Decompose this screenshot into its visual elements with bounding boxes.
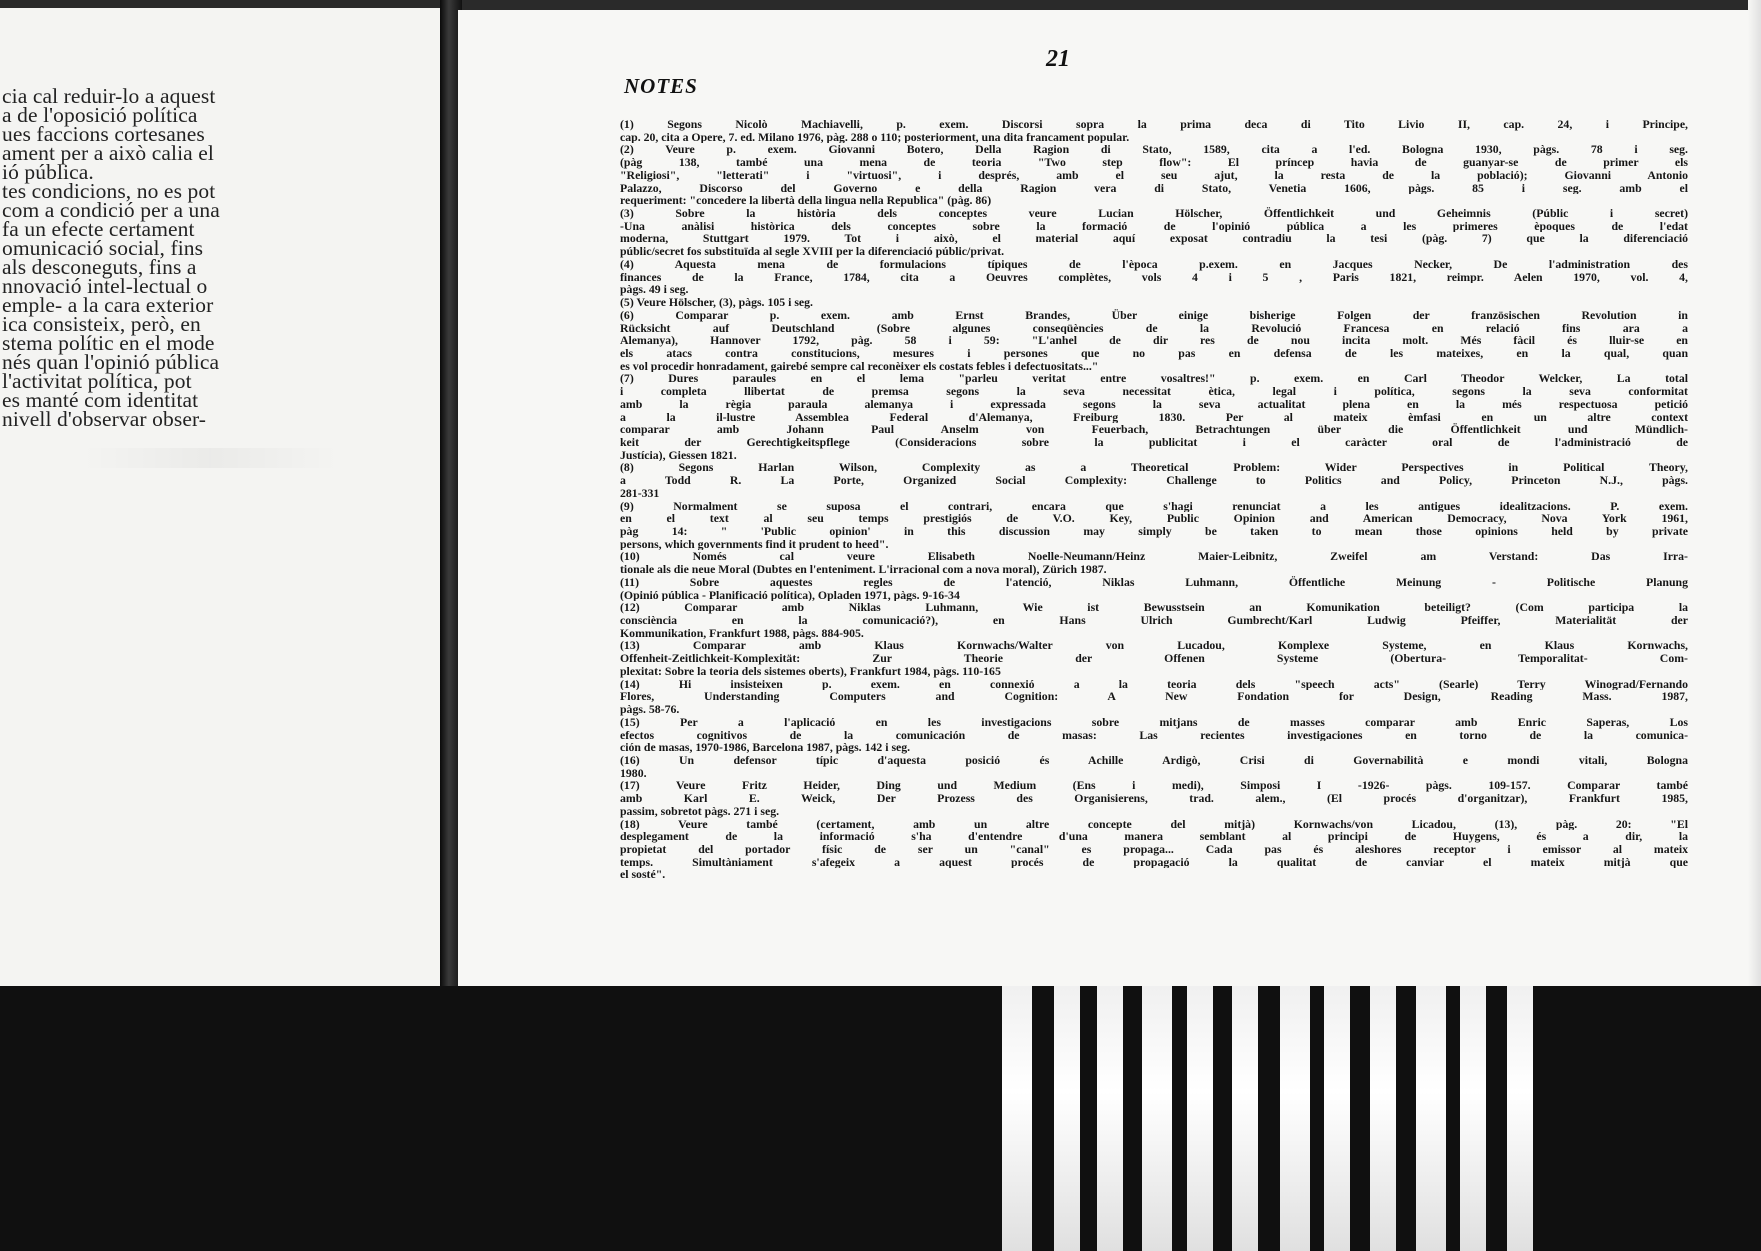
scan-bar bbox=[1232, 986, 1258, 1251]
note-line: Rücksicht auf Deutschland (Sobre algunes conseqüències de la Revolució Francesa en relació fins ara a bbox=[620, 321, 1688, 335]
scan-bar bbox=[1097, 986, 1123, 1251]
left-page-line: com a condició per a una bbox=[2, 198, 220, 222]
note-line: (2) Veure p. exem. Giovanni Botero, Della Ragion di Stato, 1589, cita a l'ed. Bologna 1930, pàgs. 78 i seg. bbox=[620, 143, 1688, 157]
left-page-line: cia cal reduir-lo a aquest bbox=[2, 84, 216, 108]
scan-bar bbox=[1507, 986, 1533, 1251]
note-line: (3) Sobre la història dels conceptes veure Lucian Hölscher, Öffentlichkeit und Geheimnis (Públic i secret) bbox=[620, 207, 1688, 220]
note-line: Palazzo, Discorso del Governo e della Ragion vera di Stato, Venetia 1606, pàgs. 85 i seg. amb el bbox=[620, 181, 1688, 195]
note-line: temps. Simultàniament s'afegeix a aquest procés de propagació la qualitat de canviar el mateix mitjà que bbox=[620, 855, 1688, 869]
note-line: propietat del portador físic de ser un "canal" es propaga... Cada pas és aleshores receptor i emissor al mateix bbox=[620, 842, 1688, 856]
note-line: es vol procedir honradament, gairebé sempre cal reconèixer els costats febles i defectuositats..." bbox=[620, 359, 1099, 373]
note-line: ción de masas, 1970-1986, Barcelona 1987, pàgs. 142 i seg. bbox=[620, 741, 911, 754]
note-line: públic/secret fos substituïda al segle XVIII per la diferenciació públic/privat. bbox=[620, 245, 1005, 258]
note-line: efectos cognitivos de la comunicación de masas: Las recientes investigaciones en torno de la comunica- bbox=[620, 728, 1688, 742]
left-page-line: fa un efecte certament bbox=[2, 217, 195, 241]
note-line: (16) Un defensor típic d'aquesta posició és Achille Ardigò, Crisi di Governabilità e mondi vitali, Bologna bbox=[620, 753, 1688, 767]
left-page-line: nés quan l'opinió pública bbox=[2, 350, 220, 374]
note-line: "Religiosi", "letterati" i "virtuosi", i després, amb el seu ajut, la resta de la població); Giovanni Antonio bbox=[620, 168, 1688, 182]
note-line: tionale als die neue Moral (Dubtes en l'enteniment. L'irracional com a nova moral), Zürich 1987. bbox=[620, 563, 1107, 576]
left-page-line: ió pública. bbox=[2, 160, 94, 184]
note-line: keit der Gerechtigkeitspflege (Consideracions sobre la publicitat i el caràcter oral de l'administració de bbox=[620, 435, 1688, 449]
note-line: Flores, Understanding Computers and Cognition: A New Fondation for Design, Reading Mass. 1987, bbox=[620, 690, 1688, 704]
note-line: Kommunikation, Frankfurt 1988, pàgs. 884-905. bbox=[620, 626, 864, 640]
note-line: els atacs contra constitucions, mesures i persones que no pas en defensa de les mateixes, en la qual, quan bbox=[620, 346, 1688, 360]
note-line: amb Karl E. Weick, Der Prozess des Organisierens, trad. alem., (El procés d'organitzar), Frankfurt 1985, bbox=[620, 792, 1688, 805]
note-line: 281-331 bbox=[620, 486, 660, 500]
note-line: (15) Per a l'aplicació en les investigacions sobre mitjans de masses comparar amb Enric Saperas, Los bbox=[620, 715, 1688, 729]
note-line: passim, sobretot pàgs. 271 i seg. bbox=[620, 804, 780, 818]
left-page bbox=[0, 8, 446, 996]
note-line: (13) Comparar amb Klaus Kornwachs/Walter von Lucadou, Komplexe Systeme, en Klaus Kornwachs, bbox=[620, 639, 1688, 653]
note-line: (10) Només cal veure Elisabeth Noelle-Neumann/Heinz Maier-Leibnitz, Zweifel am Verstand: Das Irra- bbox=[620, 550, 1688, 564]
scan-bar bbox=[1054, 986, 1080, 1251]
note-line: moderna, Stuttgart 1979. Tot i això, el material aquí exposat contradiu la tesi (pàg. 7) que la diferenciació bbox=[620, 232, 1688, 246]
note-line: (6) Comparar p. exem. amb Ernst Brandes, Über einige bisherige Folgen der französischen Revolution in bbox=[620, 308, 1688, 322]
scan-bar bbox=[1280, 986, 1310, 1251]
left-page-line: a de l'oposició política bbox=[2, 103, 198, 127]
note-line: Offenheit-Zeitlichkeit-Komplexität: Zur Theorie der Offenen Systeme (Obertura- Temporalitat- Com- bbox=[620, 652, 1688, 665]
note-line: i completa llibertat de premsa segons la seva necessitat ètica, legal i política, segons la seva conformitat bbox=[620, 385, 1688, 398]
note-line: (8) Segons Harlan Wilson, Complexity as a Theoretical Problem: Wider Perspectives in Political Theory, bbox=[620, 461, 1688, 475]
note-line: (17) Veure Fritz Heider, Ding und Medium (Ens i medi), Simposi I -1926- pàgs. 109-157. Comparar també bbox=[620, 779, 1688, 793]
left-page-line: nnovació intel-lectual o bbox=[2, 274, 208, 298]
left-page-line: als desconeguts, fins a bbox=[2, 255, 197, 279]
page-number: 21 bbox=[1046, 46, 1070, 72]
page-smudge bbox=[80, 448, 340, 468]
note-line: requeriment: "concedere la libertà della lingua nella Republica" (pàg. 86) bbox=[620, 194, 992, 208]
scan-bar bbox=[1324, 986, 1350, 1251]
left-page-line: tes condicions, no es pot bbox=[2, 179, 216, 203]
note-line: -Una anàlisi històrica dels conceptes sobre la formació de l'opinió pública a les primeres èpoques de l'edat bbox=[620, 219, 1688, 233]
note-line: finances de la France, 1784, cita a Oeuvres complètes, vols 4 i 5 , Paris 1821, reimpr. Aelen 1970, vol. 4, bbox=[620, 270, 1688, 284]
left-page-line: l'activitat política, pot bbox=[2, 369, 192, 393]
note-line: (5) Veure Hölscher, (3), pàgs. 105 i seg. bbox=[620, 296, 814, 309]
notes-heading: NOTES bbox=[624, 74, 698, 98]
left-page-line: emple- a la cara exterior bbox=[2, 293, 214, 317]
note-line: cap. 20, cita a Opere, 7. ed. Milano 1976, pàg. 288 o 110; posteriorment, una dita francament popular. bbox=[620, 130, 1130, 144]
note-line: en el text al seu temps prestigiós de V.O. Key, Public Opinion and American Democracy, Nova York 1961, bbox=[620, 512, 1688, 525]
note-line: Justícia), Giessen 1821. bbox=[620, 448, 737, 462]
scan-artifact-bars bbox=[1002, 986, 1562, 1251]
note-line: Alemanya), Hannover 1792, pàg. 58 i 59: "L'anhel de dir res de nou incita molt. Més fàcil és lluir-se en bbox=[620, 334, 1688, 347]
note-line: (12) Comparar amb Niklas Luhmann, Wie ist Bewusstsein an Komunikation beteiligt? (Com participa la bbox=[620, 601, 1688, 615]
note-line: pàgs. 58-76. bbox=[620, 703, 680, 716]
note-line: (18) Veure també (certament, amb un altre concepte del mitjà) Kornwachs/von Licadou, (13), pàg. 20: "El bbox=[620, 817, 1688, 831]
note-line: a la il-lustre Assemblea Federal d'Alemanya, Freiburg 1830. Per al mateix èmfasi en un altre context bbox=[620, 410, 1688, 424]
note-line: (11) Sobre aquestes regles de l'atenció, Niklas Luhmann, Öffentliche Meinung - Politische Planung bbox=[620, 575, 1688, 589]
note-line: (7) Dures paraules en el lema "parleu veritat entre vosaltres!" p. exem. en Carl Theodor Welcker, La total bbox=[620, 372, 1688, 386]
note-line: (4) Aquesta mena de formulacions típiques de l'època p.exem. en Jacques Necker, De l'administration des bbox=[620, 257, 1688, 271]
scan-bar bbox=[1460, 986, 1486, 1251]
left-page-line: nivell d'observar obser- bbox=[2, 407, 207, 431]
scan-bar bbox=[1002, 986, 1032, 1251]
note-line: consciència en la comunicació?), en Hans Ulrich Gumbrecht/Karl Ludwig Pfeiffer, Materialität der bbox=[620, 614, 1688, 627]
note-line: 1980. bbox=[620, 766, 647, 780]
scan-bar bbox=[1142, 986, 1172, 1251]
left-page-line: es manté com identitat bbox=[2, 388, 199, 412]
note-line: el sosté". bbox=[620, 868, 666, 882]
scan-bar bbox=[1370, 986, 1396, 1251]
right-page bbox=[458, 10, 1761, 990]
left-page-line: ues faccions cortesanes bbox=[2, 122, 205, 146]
note-line: (1) Segons Nicolò Machiavelli, p. exem. Discorsi sopra la prima deca di Tito Livio II, cap. 24, i Principe, bbox=[620, 118, 1688, 131]
note-line: persons, which governments find it prudent to heed". bbox=[620, 537, 889, 551]
left-page-line: ament per a això calia el bbox=[2, 141, 215, 165]
left-page-line: stema polític en el mode bbox=[2, 331, 215, 355]
note-line: (Opinió pública - Planificació política), Opladen 1971, pàgs. 9-16-34 bbox=[620, 588, 960, 602]
scan-bar bbox=[1416, 986, 1446, 1251]
note-line: (14) Hi insisteixen p. exem. en connexió a la teoria dels "speech acts" (Searle) Terry Winograd/Fernando bbox=[620, 677, 1688, 691]
note-line: (pàg 138, també una mena de teoria "Two step flow": El príncep havia de guanyar-se de primer els bbox=[620, 156, 1688, 169]
note-line: pàg 14: " 'Public opinion' in this discussion may simply be taken to mean those opinions held by private bbox=[620, 525, 1688, 538]
note-line: amb la règia paraula alemanya i expressada segons la seva actualitat plena en la més respectuosa petició bbox=[620, 397, 1688, 411]
note-line: pàgs. 49 i seg. bbox=[620, 283, 689, 297]
left-page-line: ica consisteix, però, en bbox=[2, 312, 201, 336]
note-line: (9) Normalment se suposa el contrari, encara que s'hagi renunciat a les antigues idealitzacions. P. exem. bbox=[620, 499, 1688, 513]
note-line: a Todd R. La Porte, Organized Social Complexity: Challenge to Politics and Policy, Princeton N.J., pàgs. bbox=[620, 474, 1688, 487]
note-line: plexitat: Sobre la teoria dels sistemes oberts), Frankfurt 1984, pàgs. 110-165 bbox=[620, 664, 1001, 678]
left-page-line: omunicació social, fins bbox=[2, 236, 204, 260]
notes-body bbox=[620, 118, 1688, 898]
note-line: comparar amb Johann Paul Anselm von Feuerbach, Betrachtungen über die Öffentlichkeit und Mündlich- bbox=[620, 423, 1688, 436]
right-page-margin bbox=[1748, 0, 1761, 996]
scan-bar bbox=[1187, 986, 1213, 1251]
note-line: desplegament de la informació s'ha d'entendre d'una manera semblant al principi de Huygens, és a dir, la bbox=[620, 830, 1688, 843]
